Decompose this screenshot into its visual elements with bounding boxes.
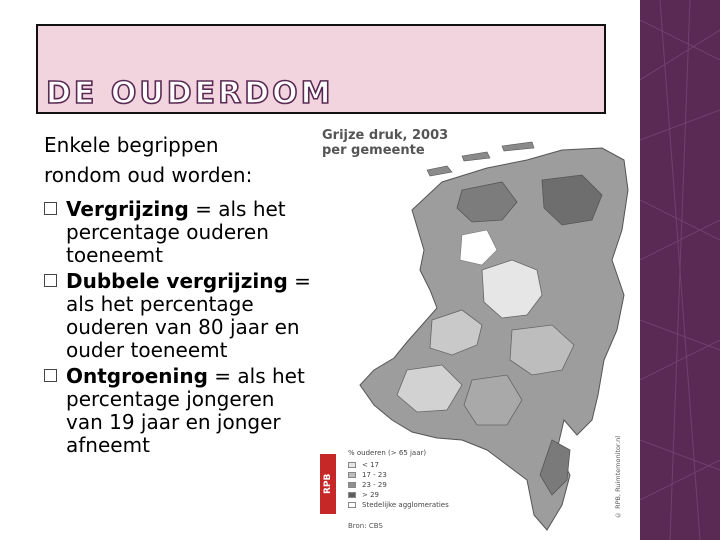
- legend-label: 23 - 29: [362, 481, 387, 489]
- list-item: [44, 270, 314, 362]
- legend-item: [348, 500, 449, 510]
- map-title-line-2: per gemeente: [322, 143, 425, 158]
- legend-title: % ouderen (> 65 jaar): [348, 449, 427, 457]
- definition-text: = als het percentage ouderen van 80 jaar en ouder toeneemt: [66, 269, 311, 362]
- title-box: [36, 24, 606, 114]
- legend-item: [348, 470, 449, 480]
- legend-item: [348, 480, 449, 490]
- legend-swatch: [348, 482, 356, 488]
- intro-line-2: rondom oud worden:: [44, 163, 253, 187]
- map-copyright: © RPB, Ruimtemonitor.nl: [614, 436, 622, 519]
- legend-swatch: [348, 472, 356, 478]
- intro-text: [44, 130, 314, 190]
- legend-label: < 17: [362, 461, 379, 469]
- checkbox-bullet-icon: [44, 274, 57, 287]
- legend-label: Stedelijke agglomeraties: [362, 501, 449, 509]
- definition-text: = als het percentage jongeren van 19 jaar en jonger afneemt: [66, 364, 305, 457]
- checkbox-bullet-icon: [44, 369, 57, 382]
- map-title: [322, 128, 448, 158]
- decorative-side-band: [640, 0, 720, 540]
- term-dubbele-vergrijzing: Dubbele vergrijzing: [66, 269, 288, 293]
- netherlands-map-figure: [312, 120, 634, 538]
- map-title-line-1: Grijze druk, 2003: [322, 128, 449, 143]
- term-vergrijzing: Vergrijzing: [66, 197, 189, 221]
- legend-label: > 29: [362, 491, 379, 499]
- legend-item: [348, 490, 449, 500]
- legend-swatch: [348, 462, 356, 468]
- slide-title: DE OUDERDOM: [46, 76, 334, 111]
- legend-swatch: [348, 492, 356, 498]
- map-legend: [348, 448, 449, 510]
- rpb-badge: RPB: [320, 454, 336, 514]
- legend-label: 17 - 23: [362, 471, 387, 479]
- legend-item: [348, 460, 449, 470]
- checkbox-bullet-icon: [44, 202, 57, 215]
- definition-text: = als het percentage ouderen toeneemt: [66, 197, 286, 267]
- intro-line-1: Enkele begrippen: [44, 133, 219, 157]
- term-ontgroening: Ontgroening: [66, 364, 208, 388]
- list-item: [44, 198, 314, 267]
- list-item: [44, 365, 314, 457]
- legend-swatch: [348, 502, 356, 508]
- map-source: Bron: CBS: [348, 522, 383, 530]
- definition-list: [44, 198, 314, 460]
